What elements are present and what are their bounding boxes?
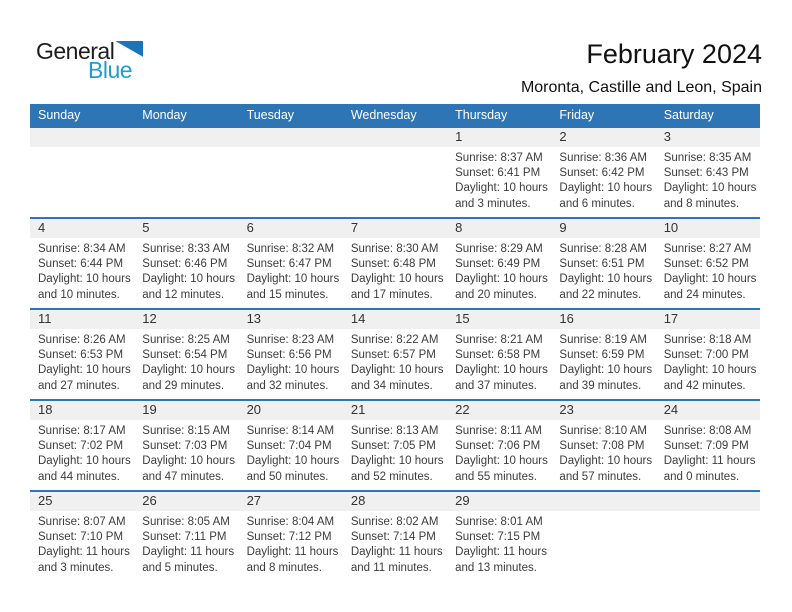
sunset-text: Sunset: 6:57 PM <box>350 349 436 362</box>
day-details <box>134 329 238 394</box>
daylight-text-line1: Daylight: 10 hours <box>142 364 235 377</box>
daylight-text-line2: and 27 minutes. <box>38 379 120 392</box>
daylight-text-line1: Daylight: 11 hours <box>142 546 235 559</box>
day-details <box>239 329 343 394</box>
day-details <box>343 511 447 576</box>
sunrise-text: Sunrise: 8:18 AM <box>663 334 752 346</box>
logo-triangle-icon <box>115 41 143 57</box>
day-details <box>239 147 343 151</box>
day-header-thursday: Thursday <box>455 108 508 122</box>
day-details <box>239 238 343 303</box>
daylight-text-line1: Daylight: 10 hours <box>559 364 653 377</box>
sunrise-text: Sunrise: 8:13 AM <box>350 425 439 437</box>
sunset-text: Sunset: 7:09 PM <box>663 440 749 453</box>
day-cell-2 <box>551 128 655 217</box>
day-details <box>239 511 343 576</box>
day-details <box>551 329 655 394</box>
sunrise-text: Sunrise: 8:19 AM <box>559 334 647 346</box>
sunrise-text: Sunrise: 8:33 AM <box>142 243 230 255</box>
sunrise-text: Sunrise: 8:11 AM <box>455 425 542 437</box>
day-details <box>656 511 760 515</box>
sunset-text: Sunset: 7:00 PM <box>663 349 749 362</box>
day-number: 22 <box>447 401 551 420</box>
daylight-text-line2: and 34 minutes. <box>350 379 433 392</box>
day-number: 27 <box>239 492 343 511</box>
day-number: 14 <box>343 310 447 329</box>
day-cell-29 <box>447 492 551 581</box>
day-details <box>656 420 760 485</box>
daylight-text-line1: Daylight: 10 hours <box>142 455 235 468</box>
sunset-text: Sunset: 6:54 PM <box>142 349 228 362</box>
daylight-text-line2: and 55 minutes. <box>455 470 537 483</box>
sunrise-text: Sunrise: 8:08 AM <box>663 425 752 437</box>
day-number: 21 <box>343 401 447 420</box>
daylight-text-line2: and 17 minutes. <box>350 288 433 301</box>
day-number <box>30 128 134 147</box>
daylight-text-line1: Daylight: 10 hours <box>246 273 340 286</box>
day-details <box>656 147 760 212</box>
calendar-header-row <box>30 104 760 126</box>
day-details <box>30 329 134 394</box>
day-cell-5 <box>134 219 238 308</box>
daylight-text-line2: and 10 minutes. <box>38 288 120 301</box>
day-number: 26 <box>134 492 238 511</box>
daylight-text-line2: and 50 minutes. <box>246 470 329 483</box>
daylight-text-line1: Daylight: 11 hours <box>38 546 130 559</box>
daylight-text-line1: Daylight: 10 hours <box>663 273 757 286</box>
daylight-text-line1: Daylight: 10 hours <box>663 182 757 195</box>
day-details <box>447 329 551 394</box>
daylight-text-line2: and 29 minutes. <box>142 379 225 392</box>
day-cell-16 <box>551 310 655 399</box>
daylight-text-line2: and 13 minutes. <box>455 561 537 574</box>
sunrise-text: Sunrise: 8:30 AM <box>350 243 439 255</box>
sunrise-text: Sunrise: 8:21 AM <box>455 334 543 346</box>
daylight-text-line2: and 3 minutes. <box>455 197 531 210</box>
day-cell-7 <box>343 219 447 308</box>
sunrise-text: Sunrise: 8:05 AM <box>142 516 230 528</box>
daylight-text-line1: Daylight: 10 hours <box>350 364 444 377</box>
day-cell-8 <box>447 219 551 308</box>
sunset-text: Sunset: 6:52 PM <box>663 258 749 271</box>
sunset-text: Sunset: 7:04 PM <box>246 440 332 453</box>
daylight-text-line1: Daylight: 10 hours <box>455 455 548 468</box>
day-number: 5 <box>134 219 238 238</box>
daylight-text-line1: Daylight: 11 hours <box>455 546 547 559</box>
day-cell-6 <box>239 219 343 308</box>
daylight-text-line2: and 32 minutes. <box>246 379 329 392</box>
daylight-text-line2: and 22 minutes. <box>559 288 642 301</box>
day-number: 4 <box>30 219 134 238</box>
daylight-text-line1: Daylight: 10 hours <box>559 455 653 468</box>
sunrise-text: Sunrise: 8:17 AM <box>38 425 126 437</box>
daylight-text-line2: and 52 minutes. <box>350 470 433 483</box>
sunrise-text: Sunrise: 8:27 AM <box>663 243 752 255</box>
day-number: 7 <box>343 219 447 238</box>
day-cell-empty <box>343 128 447 217</box>
day-number: 23 <box>551 401 655 420</box>
sunrise-text: Sunrise: 8:36 AM <box>559 152 647 164</box>
daylight-text-line2: and 47 minutes. <box>142 470 225 483</box>
sunrise-text: Sunrise: 8:29 AM <box>455 243 543 255</box>
sunrise-text: Sunrise: 8:22 AM <box>350 334 439 346</box>
sunset-text: Sunset: 7:05 PM <box>350 440 436 453</box>
page-title: February 2024 <box>586 39 762 69</box>
day-details <box>134 511 238 576</box>
day-details <box>447 147 551 212</box>
day-cell-11 <box>30 310 134 399</box>
day-number: 15 <box>447 310 551 329</box>
week-row <box>30 126 760 217</box>
day-number: 6 <box>239 219 343 238</box>
daylight-text-line2: and 15 minutes. <box>246 288 329 301</box>
day-number: 3 <box>656 128 760 147</box>
day-details <box>343 329 447 394</box>
day-details <box>30 238 134 303</box>
daylight-text-line1: Daylight: 10 hours <box>350 273 444 286</box>
day-cell-27 <box>239 492 343 581</box>
day-details <box>134 238 238 303</box>
daylight-text-line1: Daylight: 10 hours <box>663 364 757 377</box>
day-cell-13 <box>239 310 343 399</box>
day-number: 19 <box>134 401 238 420</box>
day-header-monday: Monday <box>142 108 187 122</box>
day-number: 12 <box>134 310 238 329</box>
sunrise-text: Sunrise: 8:04 AM <box>246 516 335 528</box>
sunrise-text: Sunrise: 8:25 AM <box>142 334 230 346</box>
sunrise-text: Sunrise: 8:01 AM <box>455 516 543 528</box>
day-details <box>447 420 551 485</box>
sunset-text: Sunset: 6:51 PM <box>559 258 645 271</box>
daylight-text-line2: and 3 minutes. <box>38 561 114 574</box>
header-titles <box>521 40 762 97</box>
day-number <box>656 492 760 511</box>
day-cell-empty <box>239 128 343 217</box>
day-cell-17 <box>656 310 760 399</box>
daylight-text-line2: and 39 minutes. <box>559 379 642 392</box>
sunset-text: Sunset: 7:08 PM <box>559 440 645 453</box>
day-details <box>656 238 760 303</box>
day-number: 29 <box>447 492 551 511</box>
day-number: 16 <box>551 310 655 329</box>
daylight-text-line1: Daylight: 10 hours <box>455 273 548 286</box>
day-cell-23 <box>551 401 655 490</box>
sunrise-text: Sunrise: 8:23 AM <box>246 334 335 346</box>
daylight-text-line1: Daylight: 10 hours <box>38 455 131 468</box>
daylight-text-line2: and 20 minutes. <box>455 288 537 301</box>
sunset-text: Sunset: 6:49 PM <box>455 258 541 271</box>
location-subtitle: Moronta, Castille and Leon, Spain <box>520 78 762 96</box>
day-cell-20 <box>239 401 343 490</box>
day-details <box>239 420 343 485</box>
daylight-text-line1: Daylight: 11 hours <box>350 546 443 559</box>
sunset-text: Sunset: 7:06 PM <box>455 440 541 453</box>
day-number <box>551 492 655 511</box>
day-details <box>134 147 238 151</box>
day-number: 28 <box>343 492 447 511</box>
day-number: 18 <box>30 401 134 420</box>
daylight-text-line2: and 8 minutes. <box>663 197 740 210</box>
calendar-table <box>30 104 760 581</box>
sunset-text: Sunset: 6:48 PM <box>350 258 436 271</box>
day-header-wednesday: Wednesday <box>350 108 417 122</box>
daylight-text-line1: Daylight: 11 hours <box>663 455 756 468</box>
sunset-text: Sunset: 6:43 PM <box>663 167 749 180</box>
daylight-text-line2: and 0 minutes. <box>663 470 740 483</box>
week-row <box>30 399 760 490</box>
day-number: 24 <box>656 401 760 420</box>
day-details <box>30 420 134 485</box>
sunset-text: Sunset: 6:53 PM <box>38 349 124 362</box>
daylight-text-line2: and 37 minutes. <box>455 379 537 392</box>
calendar-weeks <box>30 126 760 581</box>
daylight-text-line1: Daylight: 10 hours <box>142 273 235 286</box>
day-details <box>343 147 447 151</box>
daylight-text-line1: Daylight: 11 hours <box>246 546 339 559</box>
day-details <box>447 238 551 303</box>
day-cell-4 <box>30 219 134 308</box>
daylight-text-line1: Daylight: 10 hours <box>559 273 653 286</box>
day-number <box>134 128 238 147</box>
day-cell-18 <box>30 401 134 490</box>
day-cell-9 <box>551 219 655 308</box>
day-number <box>239 128 343 147</box>
sunset-text: Sunset: 6:44 PM <box>38 258 124 271</box>
logo-text-general: General <box>36 38 115 64</box>
daylight-text-line2: and 44 minutes. <box>38 470 120 483</box>
sunset-text: Sunset: 6:58 PM <box>455 349 541 362</box>
week-row <box>30 490 760 581</box>
day-cell-1 <box>447 128 551 217</box>
sunset-text: Sunset: 7:14 PM <box>350 531 436 544</box>
day-cell-12 <box>134 310 238 399</box>
sunrise-text: Sunrise: 8:28 AM <box>559 243 647 255</box>
day-details <box>343 238 447 303</box>
general-blue-logo <box>36 40 146 82</box>
sunset-text: Sunset: 6:59 PM <box>559 349 645 362</box>
day-header-friday: Friday <box>559 108 595 122</box>
sunrise-text: Sunrise: 8:14 AM <box>246 425 335 437</box>
week-row <box>30 217 760 308</box>
day-details <box>551 147 655 212</box>
daylight-text-line2: and 8 minutes. <box>246 561 322 574</box>
day-cell-24 <box>656 401 760 490</box>
day-details <box>343 420 447 485</box>
sunset-text: Sunset: 6:47 PM <box>246 258 332 271</box>
day-cell-14 <box>343 310 447 399</box>
sunrise-text: Sunrise: 8:35 AM <box>663 152 752 164</box>
sunrise-text: Sunrise: 8:34 AM <box>38 243 126 255</box>
daylight-text-line1: Daylight: 10 hours <box>246 364 340 377</box>
daylight-text-line1: Daylight: 10 hours <box>455 182 548 195</box>
daylight-text-line1: Daylight: 10 hours <box>38 273 131 286</box>
sunset-text: Sunset: 7:15 PM <box>455 531 541 544</box>
day-cell-22 <box>447 401 551 490</box>
week-row <box>30 308 760 399</box>
sunrise-text: Sunrise: 8:07 AM <box>38 516 126 528</box>
day-details <box>551 511 655 515</box>
sunrise-text: Sunrise: 8:10 AM <box>559 425 647 437</box>
day-number: 25 <box>30 492 134 511</box>
daylight-text-line2: and 24 minutes. <box>663 288 746 301</box>
daylight-text-line2: and 42 minutes. <box>663 379 746 392</box>
sunset-text: Sunset: 7:10 PM <box>38 531 124 544</box>
sunrise-text: Sunrise: 8:32 AM <box>246 243 335 255</box>
day-details <box>656 329 760 394</box>
sunset-text: Sunset: 6:56 PM <box>246 349 332 362</box>
day-number: 8 <box>447 219 551 238</box>
sunset-text: Sunset: 7:03 PM <box>142 440 228 453</box>
day-details <box>447 511 551 576</box>
day-cell-empty <box>551 492 655 581</box>
day-details <box>551 420 655 485</box>
sunrise-text: Sunrise: 8:37 AM <box>455 152 543 164</box>
day-cell-25 <box>30 492 134 581</box>
sunset-text: Sunset: 7:11 PM <box>142 531 227 544</box>
day-cell-28 <box>343 492 447 581</box>
daylight-text-line1: Daylight: 10 hours <box>455 364 548 377</box>
day-cell-21 <box>343 401 447 490</box>
daylight-text-line2: and 6 minutes. <box>559 197 635 210</box>
sunrise-text: Sunrise: 8:26 AM <box>38 334 126 346</box>
day-cell-empty <box>30 128 134 217</box>
day-number: 20 <box>239 401 343 420</box>
day-number: 9 <box>551 219 655 238</box>
day-cell-10 <box>656 219 760 308</box>
day-number: 11 <box>30 310 134 329</box>
day-header-tuesday: Tuesday <box>246 108 295 122</box>
logo-text-blue: Blue <box>88 57 133 83</box>
sunset-text: Sunset: 6:42 PM <box>559 167 645 180</box>
daylight-text-line2: and 57 minutes. <box>559 470 642 483</box>
daylight-text-line1: Daylight: 10 hours <box>350 455 444 468</box>
sunset-text: Sunset: 7:02 PM <box>38 440 124 453</box>
day-cell-empty <box>656 492 760 581</box>
day-cell-19 <box>134 401 238 490</box>
day-cell-26 <box>134 492 238 581</box>
sunrise-text: Sunrise: 8:15 AM <box>142 425 230 437</box>
daylight-text-line2: and 12 minutes. <box>142 288 225 301</box>
daylight-text-line2: and 5 minutes. <box>142 561 218 574</box>
day-number <box>343 128 447 147</box>
day-number: 17 <box>656 310 760 329</box>
day-cell-15 <box>447 310 551 399</box>
daylight-text-line1: Daylight: 10 hours <box>246 455 340 468</box>
sunset-text: Sunset: 7:12 PM <box>246 531 332 544</box>
day-number: 2 <box>551 128 655 147</box>
day-number: 1 <box>447 128 551 147</box>
day-number: 13 <box>239 310 343 329</box>
sunrise-text: Sunrise: 8:02 AM <box>350 516 439 528</box>
daylight-text-line1: Daylight: 10 hours <box>38 364 131 377</box>
day-details <box>134 420 238 485</box>
day-number: 10 <box>656 219 760 238</box>
day-cell-empty <box>134 128 238 217</box>
daylight-text-line2: and 11 minutes. <box>350 561 432 574</box>
sunset-text: Sunset: 6:41 PM <box>455 167 541 180</box>
day-header-sunday: Sunday <box>38 108 81 122</box>
day-cell-3 <box>656 128 760 217</box>
day-details <box>551 238 655 303</box>
day-details <box>30 147 134 151</box>
day-header-saturday: Saturday <box>663 108 714 122</box>
sunset-text: Sunset: 6:46 PM <box>142 258 228 271</box>
day-details <box>30 511 134 576</box>
daylight-text-line1: Daylight: 10 hours <box>559 182 653 195</box>
